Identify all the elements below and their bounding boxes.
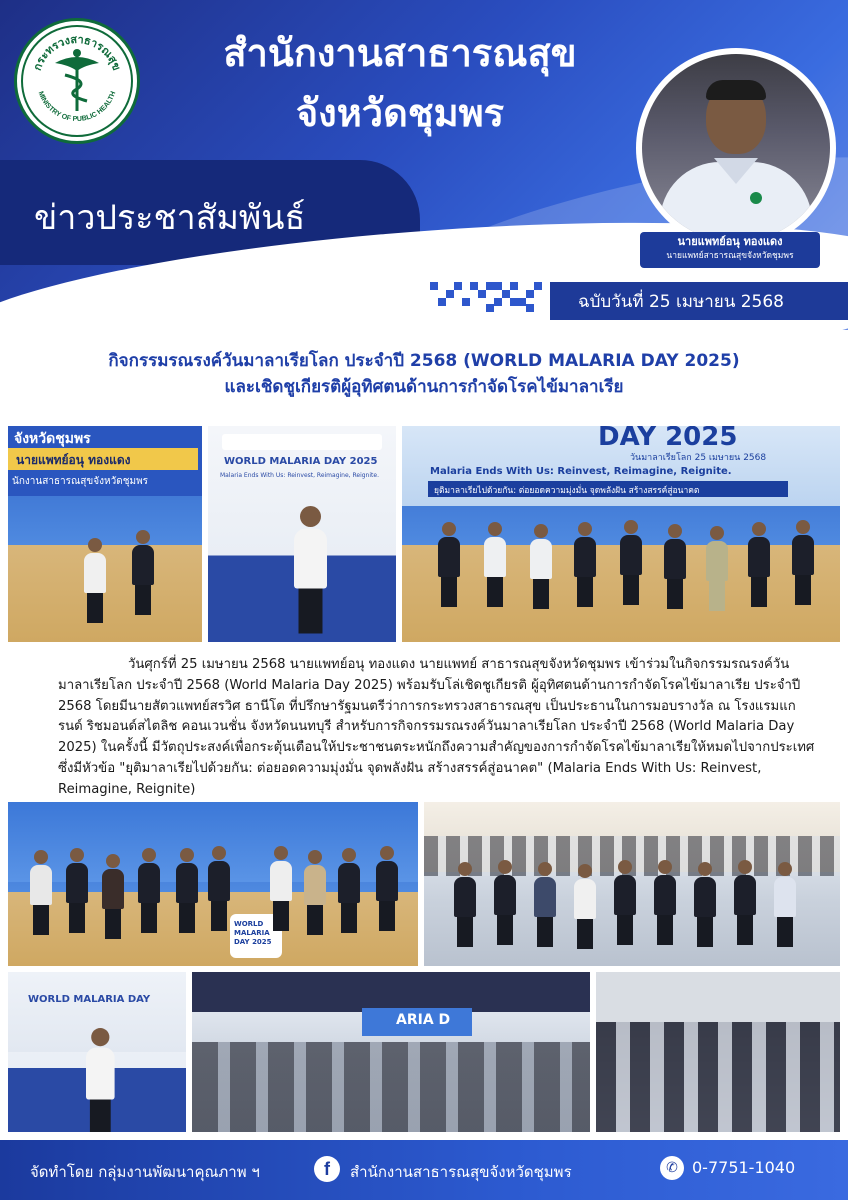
photo-backdrop-portrait (208, 426, 396, 642)
ministry-logo (14, 18, 140, 144)
official-portrait (636, 48, 836, 248)
issue-date: ฉบับวันที่ 25 เมษายน 2568 (578, 292, 784, 312)
phone-icon: ✆ (660, 1156, 684, 1180)
footer-produced-by: จัดทำโดย กลุ่มงานพัฒนาคุณภาพ ฯ (30, 1163, 260, 1181)
news-headline (0, 348, 848, 400)
official-name-tag (640, 232, 820, 268)
photo2-subtitle: Malaria Ends With Us: Reinvest, Reimagine, Reignite. (220, 472, 379, 479)
photo3-thai-theme: ยุติมาลาเรียไปด้วยกัน: ต่อยอดความมุ่งมั่น จุดพลังฝัน สร้างสรรค์สู่อนาคต (434, 486, 700, 496)
photo1-banner-line2: นายแพทย์อนุ ทองแดง (16, 453, 131, 467)
photo6-title: WORLD MALARIA DAY (28, 994, 151, 1005)
official-name: นายแพทย์อนุ ทองแดง (677, 235, 783, 248)
photo-award-handover (8, 426, 202, 642)
pixel-decoration (430, 282, 540, 312)
photo-audience-hall (192, 972, 590, 1132)
photo2-title: WORLD MALARIA DAY 2025 (224, 456, 378, 467)
svg-text:MINISTRY OF PUBLIC HEALTH: MINISTRY OF PUBLIC HEALTH (36, 90, 118, 124)
headline-line1: กิจกรรมรณรงค์วันมาลาเรียโลก ประจำปี 2568 (WORLD MALARIA DAY 2025) (108, 351, 740, 371)
photo-dignitaries-stage (8, 802, 418, 966)
caduceus-icon (25, 29, 129, 133)
news-body-text: วันศุกร์ที่ 25 เมษายน 2568 นายแพทย์อนุ ทองแดง นายแพทย์ สาธารณสุขจังหวัดชุมพร เข้าร่วมในกิจกรรมรณรงค์วันมาลาเรียโลก ประจำปี 2568 (World Malaria Day 2025) พร้อมรับโล่เชิดชูเกียรติ ผู้อุทิศตนด้านการกำจัดโรคไข้มาลาเรีย ประจำปี 2568 โดยมีนายสัตวแพทย์สรวิศ ธานีโต ที่ปรึกษารัฐมนตรีว่าการกระทรวงสาธารณสุข เป็นประธานในการมอบรางวัล ณ โรงแรมแกรนด์ ริชมอนด์สไตลิช คอนเวนชั่น จังหวัดนนทบุรี สำหรับการกิจกรรมรณรงค์วันมาลาเรียโลก ประจำปี 2568 (World Malaria Day 2025) ในครั้งนี้ มีวัตถุประสงค์เพื่อกระตุ้นเตือนให้ประชาชนตระหนักถึงความสำคัญของการกำจัดโรคไข้มาลาเรียให้หมดไปจากประเทศ ซึ่งมีหัวข้อ "ยุติมาลาเรียไปด้วยกัน: ต่อยอดความมุ่งมั่น จุดพลังฝัน สร้างสรรค์สู่อนาคต" (Malaria Ends With Us: Reinvest, Reimagine, Reignite) (58, 657, 815, 797)
office-title-line2: จังหวัดชุมพร (295, 91, 505, 135)
photo7-banner: ARIA D (396, 1012, 451, 1028)
photo1-banner-line3: นักงานสาธารณสุขจังหวัดชุมพร (12, 476, 149, 487)
svg-text:กระทรวงสาธารณสุข: กระทรวงสาธารณสุข (30, 32, 124, 73)
photo1-banner-line1: จังหวัดชุมพร (14, 431, 91, 447)
footer-facebook-page[interactable]: สำนักงานสาธารณสุขจังหวัดชุมพร (350, 1163, 572, 1181)
official-title: นายแพทย์สาธารณสุขจังหวัดชุมพร (666, 251, 794, 261)
photo3-date: วันมาลาเรียโลก 25 เมษายน 2568 (630, 453, 767, 463)
section-label: ข่าวประชาสัมพันธ์ (34, 198, 306, 238)
photo-group-awardees (402, 426, 840, 642)
photo-group-crowd (424, 802, 840, 966)
headline-line2: และเชิดชูเกียรติผู้อุทิศตนด้านการกำจัดโรคไข้มาลาเรีย (224, 377, 624, 397)
footer-phone-number[interactable]: 0-7751-1040 (692, 1158, 796, 1177)
photo3-big-title: DAY 2025 (598, 426, 738, 452)
facebook-icon[interactable]: f (314, 1156, 340, 1182)
office-title-line1: สำนักงานสาธารณสุข (223, 31, 577, 75)
photo3-theme: Malaria Ends With Us: Reinvest, Reimagine, Reignite. (430, 466, 732, 477)
photo-audience-seated (596, 972, 840, 1132)
photo-backdrop-portrait-2 (8, 972, 186, 1132)
photo4-sign: WORLD MALARIA DAY 2025 (234, 920, 272, 946)
